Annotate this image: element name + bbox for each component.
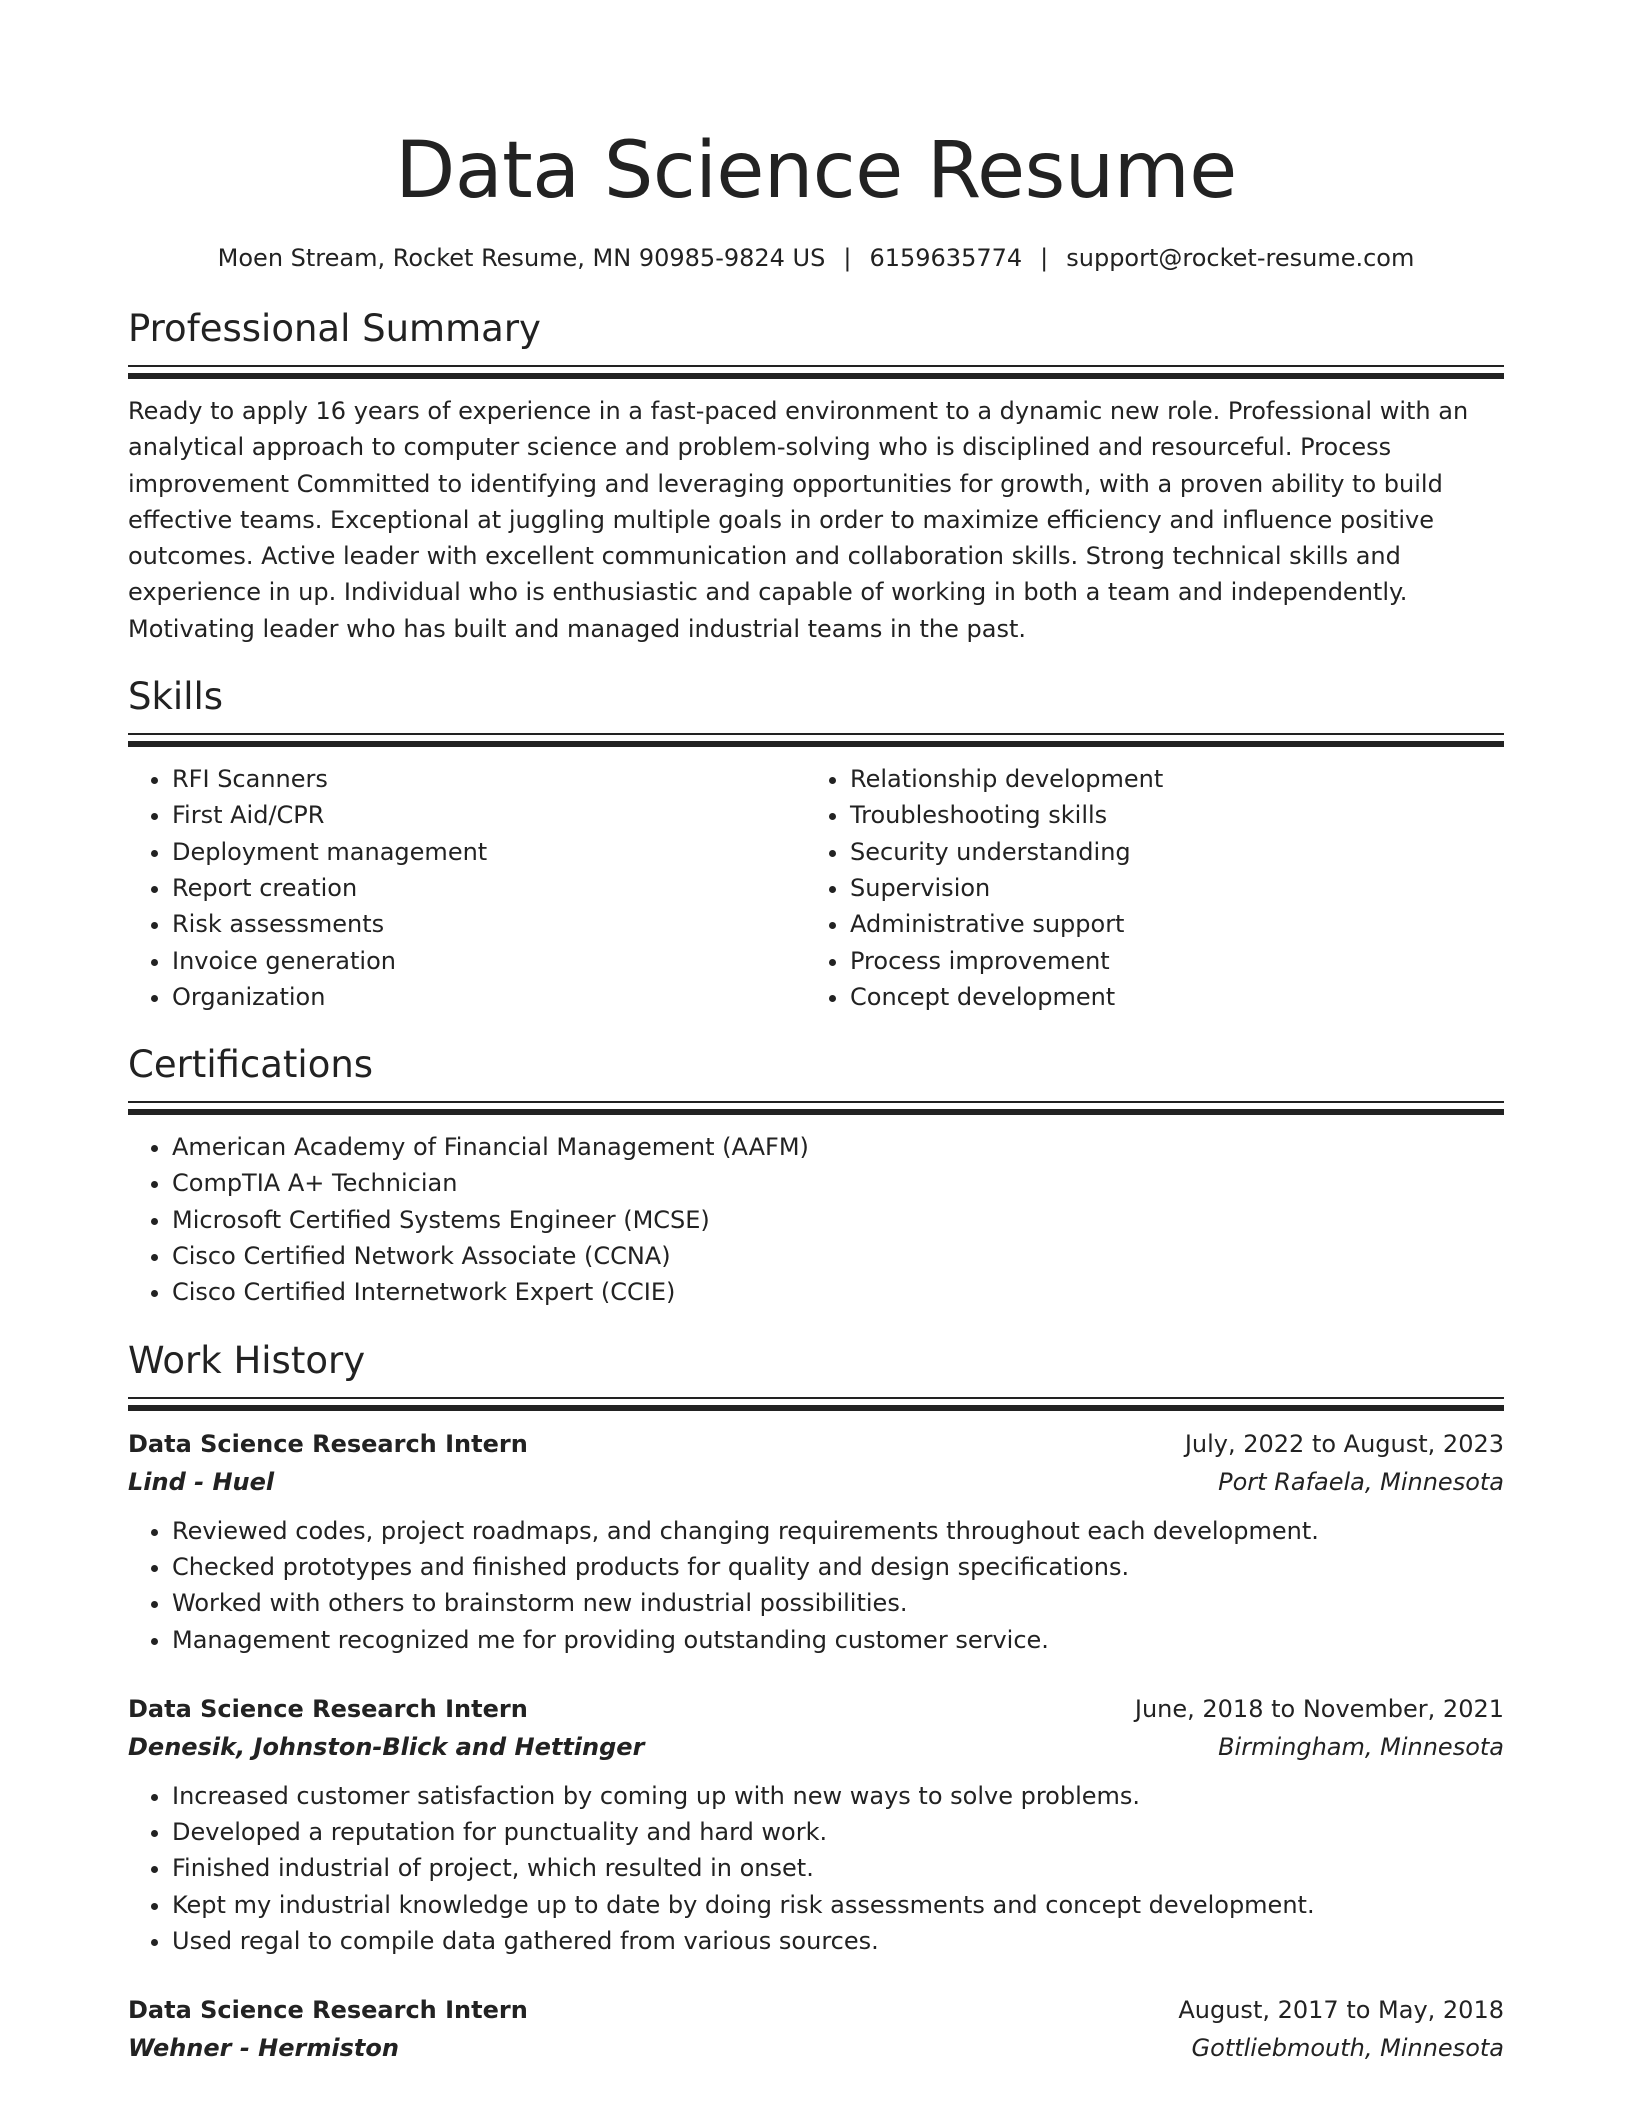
- skill-item: • Administrative support: [850, 906, 1484, 942]
- resume-page: [128, 0, 1504, 2067]
- job-duty-item: • Developed a reputation for punctuality and hard work.: [172, 1814, 1504, 1850]
- section-divider: [128, 365, 1504, 379]
- job-subheader-row: [128, 2029, 1504, 2067]
- skill-item: • Security understanding: [850, 834, 1484, 870]
- certifications-list: [128, 1129, 1504, 1310]
- job-header-row: [128, 1425, 1504, 1463]
- certification-item: • Cisco Certified Internetwork Expert (CCIE): [172, 1274, 1504, 1310]
- job-subheader-row: [128, 1728, 1504, 1766]
- job-company: Wehner - Hermiston: [128, 2034, 399, 2063]
- skills-list-left: [128, 761, 806, 1015]
- skill-item: • Risk assessments: [172, 906, 806, 942]
- skill-item: • Troubleshooting skills: [850, 797, 1484, 833]
- job-duties-list: [128, 1778, 1504, 1959]
- job-duty-item: • Checked prototypes and finished products for quality and design specifications.: [172, 1549, 1504, 1585]
- section-divider: [128, 733, 1504, 747]
- job-duty-item: • Reviewed codes, project roadmaps, and changing requirements throughout each development.: [172, 1513, 1504, 1549]
- summary-text: Ready to apply 16 years of experience in a fast-paced environment to a dynamic new role. Professional with an analytical approach to computer science and problem-solving who is disciplined and resourceful. Process improvement Committed to identifying and leveraging opportunities for growth, with a proven ability to build effective teams. Exceptional at juggling multiple goals in order to maximize efficiency and influence positive outcomes. Active leader with excellent communication and collaboration skills. Strong technical skills and experience in up. Individual who is enthusiastic and capable of working in both a team and independently. Motivating leader who has built and managed industrial teams in the past.: [128, 397, 1469, 643]
- certification-item: • CompTIA A+ Technician: [172, 1165, 1504, 1201]
- skill-item: • Concept development: [850, 979, 1484, 1015]
- job-subheader-row: [128, 1463, 1504, 1501]
- contact-email: support@rocket-resume.com: [1066, 244, 1415, 272]
- section-divider: [128, 1101, 1504, 1115]
- job-duty-item: • Increased customer satisfaction by coming up with new ways to solve problems.: [172, 1778, 1504, 1814]
- job-entry: [128, 1425, 1504, 1658]
- skills-column-right: [806, 761, 1484, 1015]
- job-title: Data Science Research Intern: [128, 1996, 528, 2025]
- work-history-section: [128, 1337, 1504, 2068]
- job-header-row: [128, 1690, 1504, 1728]
- certifications-section: [128, 1041, 1504, 1310]
- skills-list-right: [806, 761, 1484, 1015]
- job-entry: [128, 1690, 1504, 1959]
- section-divider: [128, 1397, 1504, 1411]
- job-duty-item: • Worked with others to brainstorm new industrial possibilities.: [172, 1585, 1504, 1621]
- skill-item: • Relationship development: [850, 761, 1484, 797]
- contact-address: Moen Stream, Rocket Resume, MN 90985-9824 US: [217, 244, 826, 272]
- job-company: Denesik, Johnston-Blick and Hettinger: [128, 1732, 645, 1761]
- contact-phone: 6159635774: [869, 244, 1023, 272]
- contact-line: [128, 242, 1504, 274]
- skills-section: [128, 673, 1504, 1015]
- summary-heading: Professional Summary: [128, 307, 541, 350]
- summary-section: [128, 305, 1504, 647]
- job-dates: June, 2018 to November, 2021: [1134, 1694, 1504, 1723]
- work-history-heading: Work History: [128, 1338, 366, 1382]
- skills-grid: [128, 761, 1504, 1015]
- job-duty-item: • Kept my industrial knowledge up to date by doing risk assessments and concept development.: [172, 1887, 1504, 1923]
- certification-item: • American Academy of Financial Management (AAFM): [172, 1129, 1504, 1165]
- skills-heading: Skills: [128, 675, 224, 719]
- skill-item: • Supervision: [850, 870, 1484, 906]
- job-title: Data Science Research Intern: [128, 1429, 528, 1458]
- skill-item: • Process improvement: [850, 943, 1484, 979]
- job-company: Lind - Huel: [128, 1467, 275, 1496]
- skills-column-left: [128, 761, 806, 1015]
- job-dates: July, 2022 to August, 2023: [1184, 1429, 1504, 1458]
- job-title: Data Science Research Intern: [128, 1694, 528, 1723]
- resume-title: Data Science Resume: [395, 126, 1237, 216]
- job-duties-list: [128, 1513, 1504, 1658]
- certifications-heading: Certifications: [128, 1043, 374, 1087]
- job-duty-item: • Management recognized me for providing outstanding customer service.: [172, 1622, 1504, 1658]
- job-dates: August, 2017 to May, 2018: [1178, 1996, 1504, 2025]
- contact-separator: |: [843, 244, 852, 272]
- job-entry: [128, 1991, 1504, 2067]
- job-location: Birmingham, Minnesota: [1218, 1732, 1504, 1761]
- job-location: Gottliebmouth, Minnesota: [1191, 2034, 1504, 2063]
- skill-item: • Organization: [172, 979, 806, 1015]
- job-duty-item: • Used regal to compile data gathered from various sources.: [172, 1923, 1504, 1959]
- certification-item: • Cisco Certified Network Associate (CCNA): [172, 1238, 1504, 1274]
- job-location: Port Rafaela, Minnesota: [1218, 1467, 1504, 1496]
- contact-separator: |: [1040, 244, 1049, 272]
- skill-item: • Invoice generation: [172, 943, 806, 979]
- skill-item: • RFI Scanners: [172, 761, 806, 797]
- skill-item: • First Aid/CPR: [172, 797, 806, 833]
- job-header-row: [128, 1991, 1504, 2029]
- job-duty-item: • Finished industrial of project, which resulted in onset.: [172, 1850, 1504, 1886]
- skill-item: • Deployment management: [172, 834, 806, 870]
- certification-item: • Microsoft Certified Systems Engineer (MCSE): [172, 1202, 1504, 1238]
- skill-item: • Report creation: [172, 870, 806, 906]
